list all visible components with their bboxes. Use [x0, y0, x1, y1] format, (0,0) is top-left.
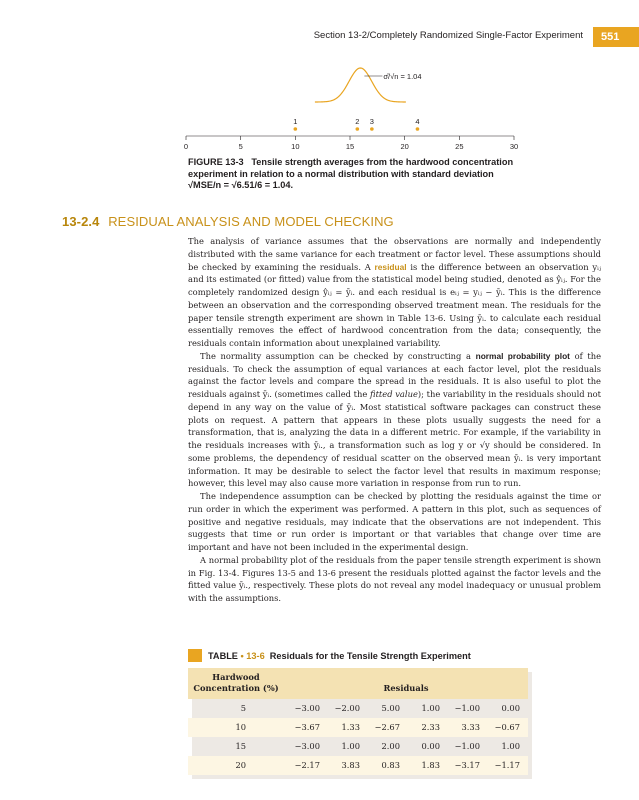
table-header [188, 668, 528, 699]
residual-cell: 0.00 [501, 703, 520, 713]
running-header [0, 27, 639, 49]
paragraph-3: The independence assumption can be checked by plotting the residuals against the time or run order in which the experiment was performed. A pattern in this plot, such as sequences of positive and negative residuals, may indicate that the observations are not independent. This suggests that time or run order is important or that variables that change over time are important and have not been included in the experimental design. [188, 491, 601, 552]
residual-cell: 0.00 [421, 741, 440, 751]
keyword-normal-probability-plot: normal probability plot [475, 350, 570, 361]
residual-cell: 1.00 [501, 741, 520, 751]
paragraph-1 [188, 235, 601, 350]
table-number: 13-6 [246, 651, 265, 661]
x-tick-label: 5 [238, 142, 243, 151]
residual-cell: 5.00 [381, 703, 400, 713]
page-number: 551 [593, 27, 639, 47]
figure-caption-formula: √MSE/n = √6.51/6 = 1.04. [188, 180, 294, 190]
point-label: 1 [293, 117, 298, 126]
paragraph-1-part-a: The analysis of variance assumes that the observations are normally and independently distributed with the same variance for each treatment or factor level. These assumptions should be checked by examining the residuals. A [188, 236, 601, 272]
data-point [294, 127, 298, 131]
figure-caption [188, 157, 538, 192]
figure-label: FIGURE 13-3 [188, 157, 244, 167]
residual-cell: 0.83 [381, 760, 400, 770]
col-header-line2: Concentration (%) [193, 682, 279, 693]
paragraph-4: A normal probability plot of the residuals from the paper tensile strength experiment is shown in Fig. 13-4. Figures 13-5 and 13-6 present the residuals plotted against the factor levels and the fitted value ȳᵢ., respectively. These plots do not reveal any model inadequacy or unusual problem with the assumptions. [188, 554, 601, 603]
paragraph-2-part-b: of the residuals. To check the assumption of equal variances at each factor level, plot the residuals against the factor levels and compare the spread in the residuals. It is also useful to plot the residuals against ȳᵢ. (sometimes called the [188, 350, 602, 399]
table-marker [188, 649, 202, 662]
residual-cell: −1.17 [494, 760, 520, 770]
residual-cell: −0.67 [494, 722, 520, 732]
data-point [356, 127, 360, 131]
residual-cell: 3.33 [461, 722, 480, 732]
table-caption: Residuals for the Tensile Strength Experiment [269, 651, 471, 661]
data-point [416, 127, 420, 131]
paragraph-2-part-a: The normality assumption can be checked by constructing a [200, 350, 471, 361]
residual-cell: 1.33 [341, 722, 360, 732]
data-point [370, 127, 374, 131]
x-tick-label: 20 [400, 142, 409, 151]
residual-cell: 1.00 [341, 741, 360, 751]
paragraph-2-part-c: ); the variability in the residuals should not depend in any way on the value of ȳᵢ. Most statistical software packages can construct these plots on request. A pattern that appears in these plots usually suggests the need for a transformation, that is, analyzing the data in a different metric. For example, if the variability in the residuals increases with ȳᵢ., a transformation such as log y or √y should be considered. In some problems, the dependency of residual scatter on the observed mean ȳᵢ. is very important information. It may be desirable to select the factor level that results in maximum response; however, this level may also cause more variation in response from run to run. [188, 389, 602, 489]
concentration-cell: 20 [235, 760, 246, 770]
figure-caption-text: Tensile strength averages from the hardwood concentration experiment in relation to a normal distribution with standard deviation [188, 157, 514, 179]
residual-cell: −2.17 [294, 760, 320, 770]
table-row [188, 718, 528, 737]
body-text [188, 235, 601, 605]
x-tick-label: 30 [509, 142, 519, 151]
running-header-title: Section 13-2/Completely Randomized Single-Factor Experiment [313, 30, 583, 41]
point-label: 4 [415, 117, 420, 126]
sigma-label: σ̂/√n = 1.04 [383, 72, 422, 81]
table-row [188, 756, 528, 775]
col-header-concentration [188, 672, 284, 693]
table-row [188, 699, 528, 718]
col-header-residuals: Residuals [383, 683, 429, 693]
x-tick-label: 10 [291, 142, 300, 151]
x-tick-label: 15 [345, 142, 355, 151]
residual-cell: 1.83 [421, 760, 440, 770]
table-row [188, 737, 528, 756]
residual-cell: −1.00 [454, 703, 480, 713]
residual-cell: −1.00 [454, 741, 480, 751]
residual-cell: 3.83 [341, 760, 360, 770]
concentration-cell: 5 [240, 703, 246, 713]
term-fitted-value: fitted value [370, 389, 418, 399]
residual-cell: 2.33 [421, 722, 440, 732]
keyword-residual: residual [374, 261, 407, 272]
point-label: 3 [369, 117, 374, 126]
paragraph-2 [188, 350, 601, 490]
section-title: RESIDUAL ANALYSIS AND MODEL CHECKING [108, 214, 394, 229]
point-label: 2 [355, 117, 360, 126]
paragraph-1-part-b: is the difference between an observation yᵢⱼ and its estimated (or fitted) value from the statistical model being studied, denoted as ŷᵢⱼ. For the completely randomized design ŷᵢⱼ = ȳᵢ. and each residual is eᵢⱼ = yᵢⱼ − ȳᵢ. This is the difference between an observation and the corresponding observed treatment mean. The residuals for the paper tensile strength experiment are shown in Table 13-6. Using ȳᵢ. to calculate each residual essentially removes the effect of hardwood concentration from the data; consequently, the residuals contain information about unexplained variability. [188, 261, 601, 348]
table-title [188, 649, 471, 662]
residual-cell: 1.00 [421, 703, 440, 713]
residual-cell: −3.00 [294, 741, 320, 751]
table-bullet: • [240, 651, 244, 661]
x-tick-label: 0 [183, 142, 189, 151]
residual-cell: −2.00 [334, 703, 360, 713]
residual-cell: 2.00 [381, 741, 400, 751]
residual-cell: −2.67 [374, 722, 400, 732]
residual-cell: −3.67 [294, 722, 320, 732]
residual-cell: −3.00 [294, 703, 320, 713]
concentration-cell: 10 [235, 722, 246, 732]
concentration-cell: 15 [235, 741, 246, 751]
figure-13-3-chart [168, 58, 528, 154]
col-header-line1: Hardwood [212, 672, 260, 682]
residual-cell: −3.17 [454, 760, 480, 770]
section-heading [62, 214, 394, 229]
table-label: TABLE [208, 651, 238, 661]
residuals-table [188, 668, 528, 775]
x-tick-label: 25 [455, 142, 464, 151]
section-number: 13-2.4 [62, 214, 100, 229]
